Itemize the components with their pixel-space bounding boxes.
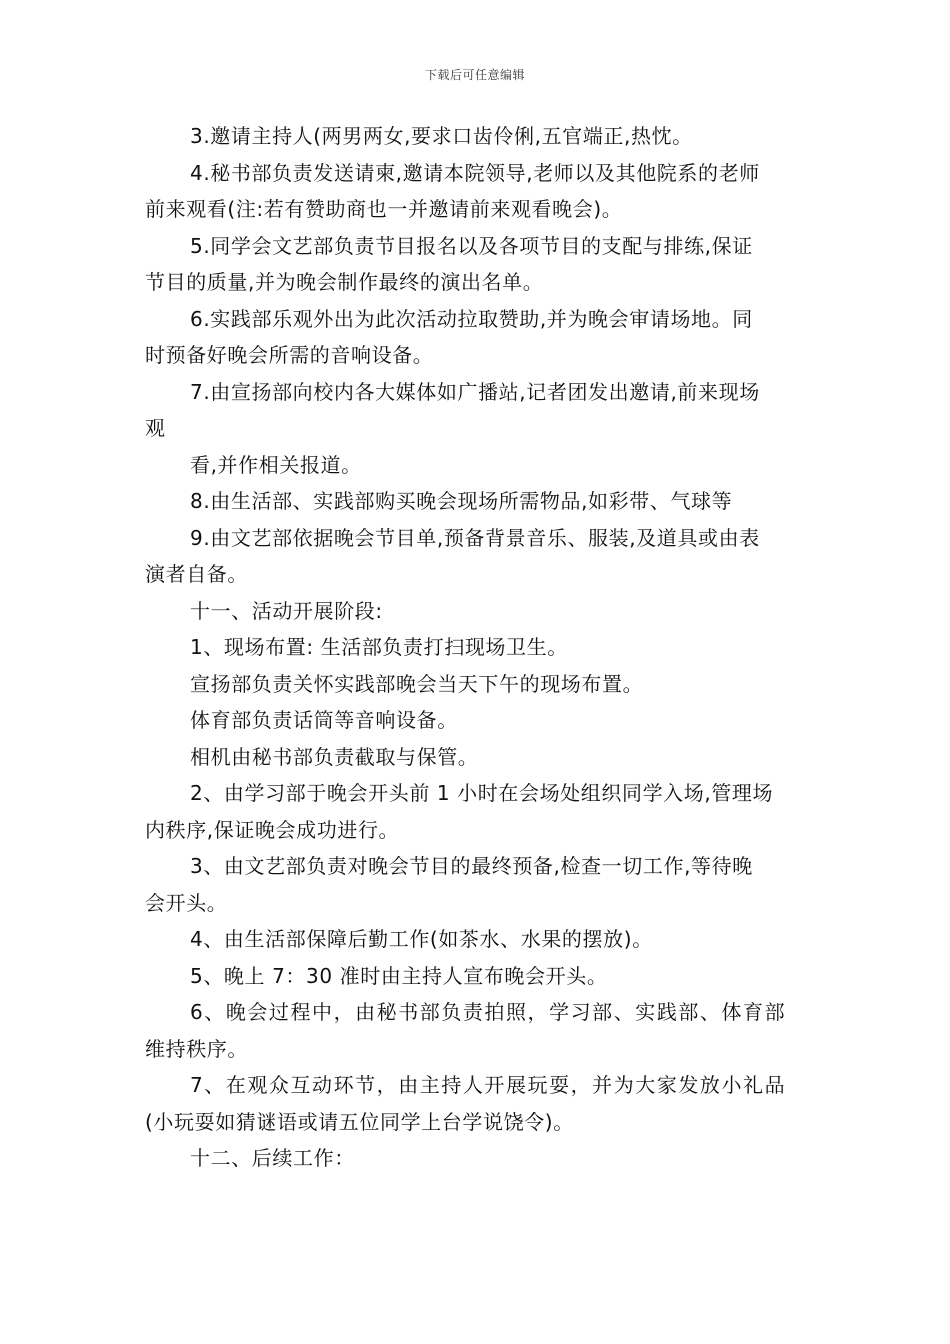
paragraph-line: 前来观看(注:若有赞助商也一并邀请前来观看晚会)。 <box>145 197 623 221</box>
section-heading-eleven: 十一、活动开展阶段: <box>190 598 383 623</box>
paragraph-line: 体育部负责话筒等音响设备。 <box>190 708 458 732</box>
paragraph-line: 4.秘书部负责发送请柬,邀请本院领导,老师以及其他院系的老师 <box>190 160 760 185</box>
paragraph-line: 2、由学习部于晚会开头前 1 小时在会场处组织同学入场,管理场 <box>190 781 774 805</box>
paragraph-line: 7、在观众互动环节，由主持人开展玩耍，并为大家发放小礼品 <box>190 1073 787 1097</box>
paragraph-line: 5.同学会文艺部负责节目报名以及各项节目的支配与排练,保证 <box>190 233 753 258</box>
paragraph-line: 6、晚会过程中，由秘书部负责拍照，学习部、实践部、体育部 <box>190 1000 787 1024</box>
paragraph-line: (小玩耍如猜谜语或请五位同学上台学说饶令)。 <box>145 1109 574 1134</box>
paragraph-line: 演者自备。 <box>145 562 248 586</box>
paragraph-line: 8.由生活部、实践部购买晚会现场所需物品,如彩带、气球等 <box>190 489 733 513</box>
paragraph-line: 会开头。 <box>145 890 228 915</box>
paragraph-line: 6.实践部乐观外出为此次活动拉取赞助,并为晚会审请场地。同 <box>190 306 753 331</box>
section-heading-twelve: 十二、后续工作： <box>190 1146 355 1170</box>
paragraph-line: 看,并作相关报道。 <box>190 452 362 477</box>
paragraph-line: 5、晚上 7：30 准时由主持人宣布晚会开头。 <box>190 963 608 988</box>
paragraph-line: 宣扬部负责关怀实践部晚会当天下午的现场布置。 <box>190 671 644 696</box>
paragraph-line: 3.邀请主持人(两男两女,要求口齿伶俐,五官端正,热忱。 <box>190 124 693 148</box>
paragraph-line: 时预备好晚会所需的音响设备。 <box>145 343 434 367</box>
paragraph-line: 4、由生活部保障后勤工作(如茶水、水果的摆放)。 <box>190 927 653 951</box>
paragraph-line: 3、由文艺部负责对晚会节目的最终预备,检查一切工作,等待晚 <box>190 854 753 878</box>
paragraph-line: 9.由文艺部依据晚会节目单,预备背景音乐、服装,及道具或由表 <box>190 525 760 550</box>
document-body <box>145 118 810 1177</box>
paragraph-line: 1、现场布置: 生活部负责打扫现场卫生。 <box>190 635 568 659</box>
paragraph-line: 7.由宣扬部向校内各大媒体如广播站,记者团发出邀请,前来现场 <box>190 379 760 404</box>
paragraph-line: 内秩序,保证晚会成功进行。 <box>145 817 400 842</box>
paragraph-line: 维持秩序。 <box>145 1036 248 1061</box>
paragraph-line: 观 <box>145 416 166 440</box>
page-header-note: 下载后可任意编辑 <box>424 68 525 82</box>
paragraph-line: 相机由秘书部负责截取与保管。 <box>190 744 479 769</box>
paragraph-line: 节目的质量,并为晚会制作最终的演出名单。 <box>145 270 544 294</box>
